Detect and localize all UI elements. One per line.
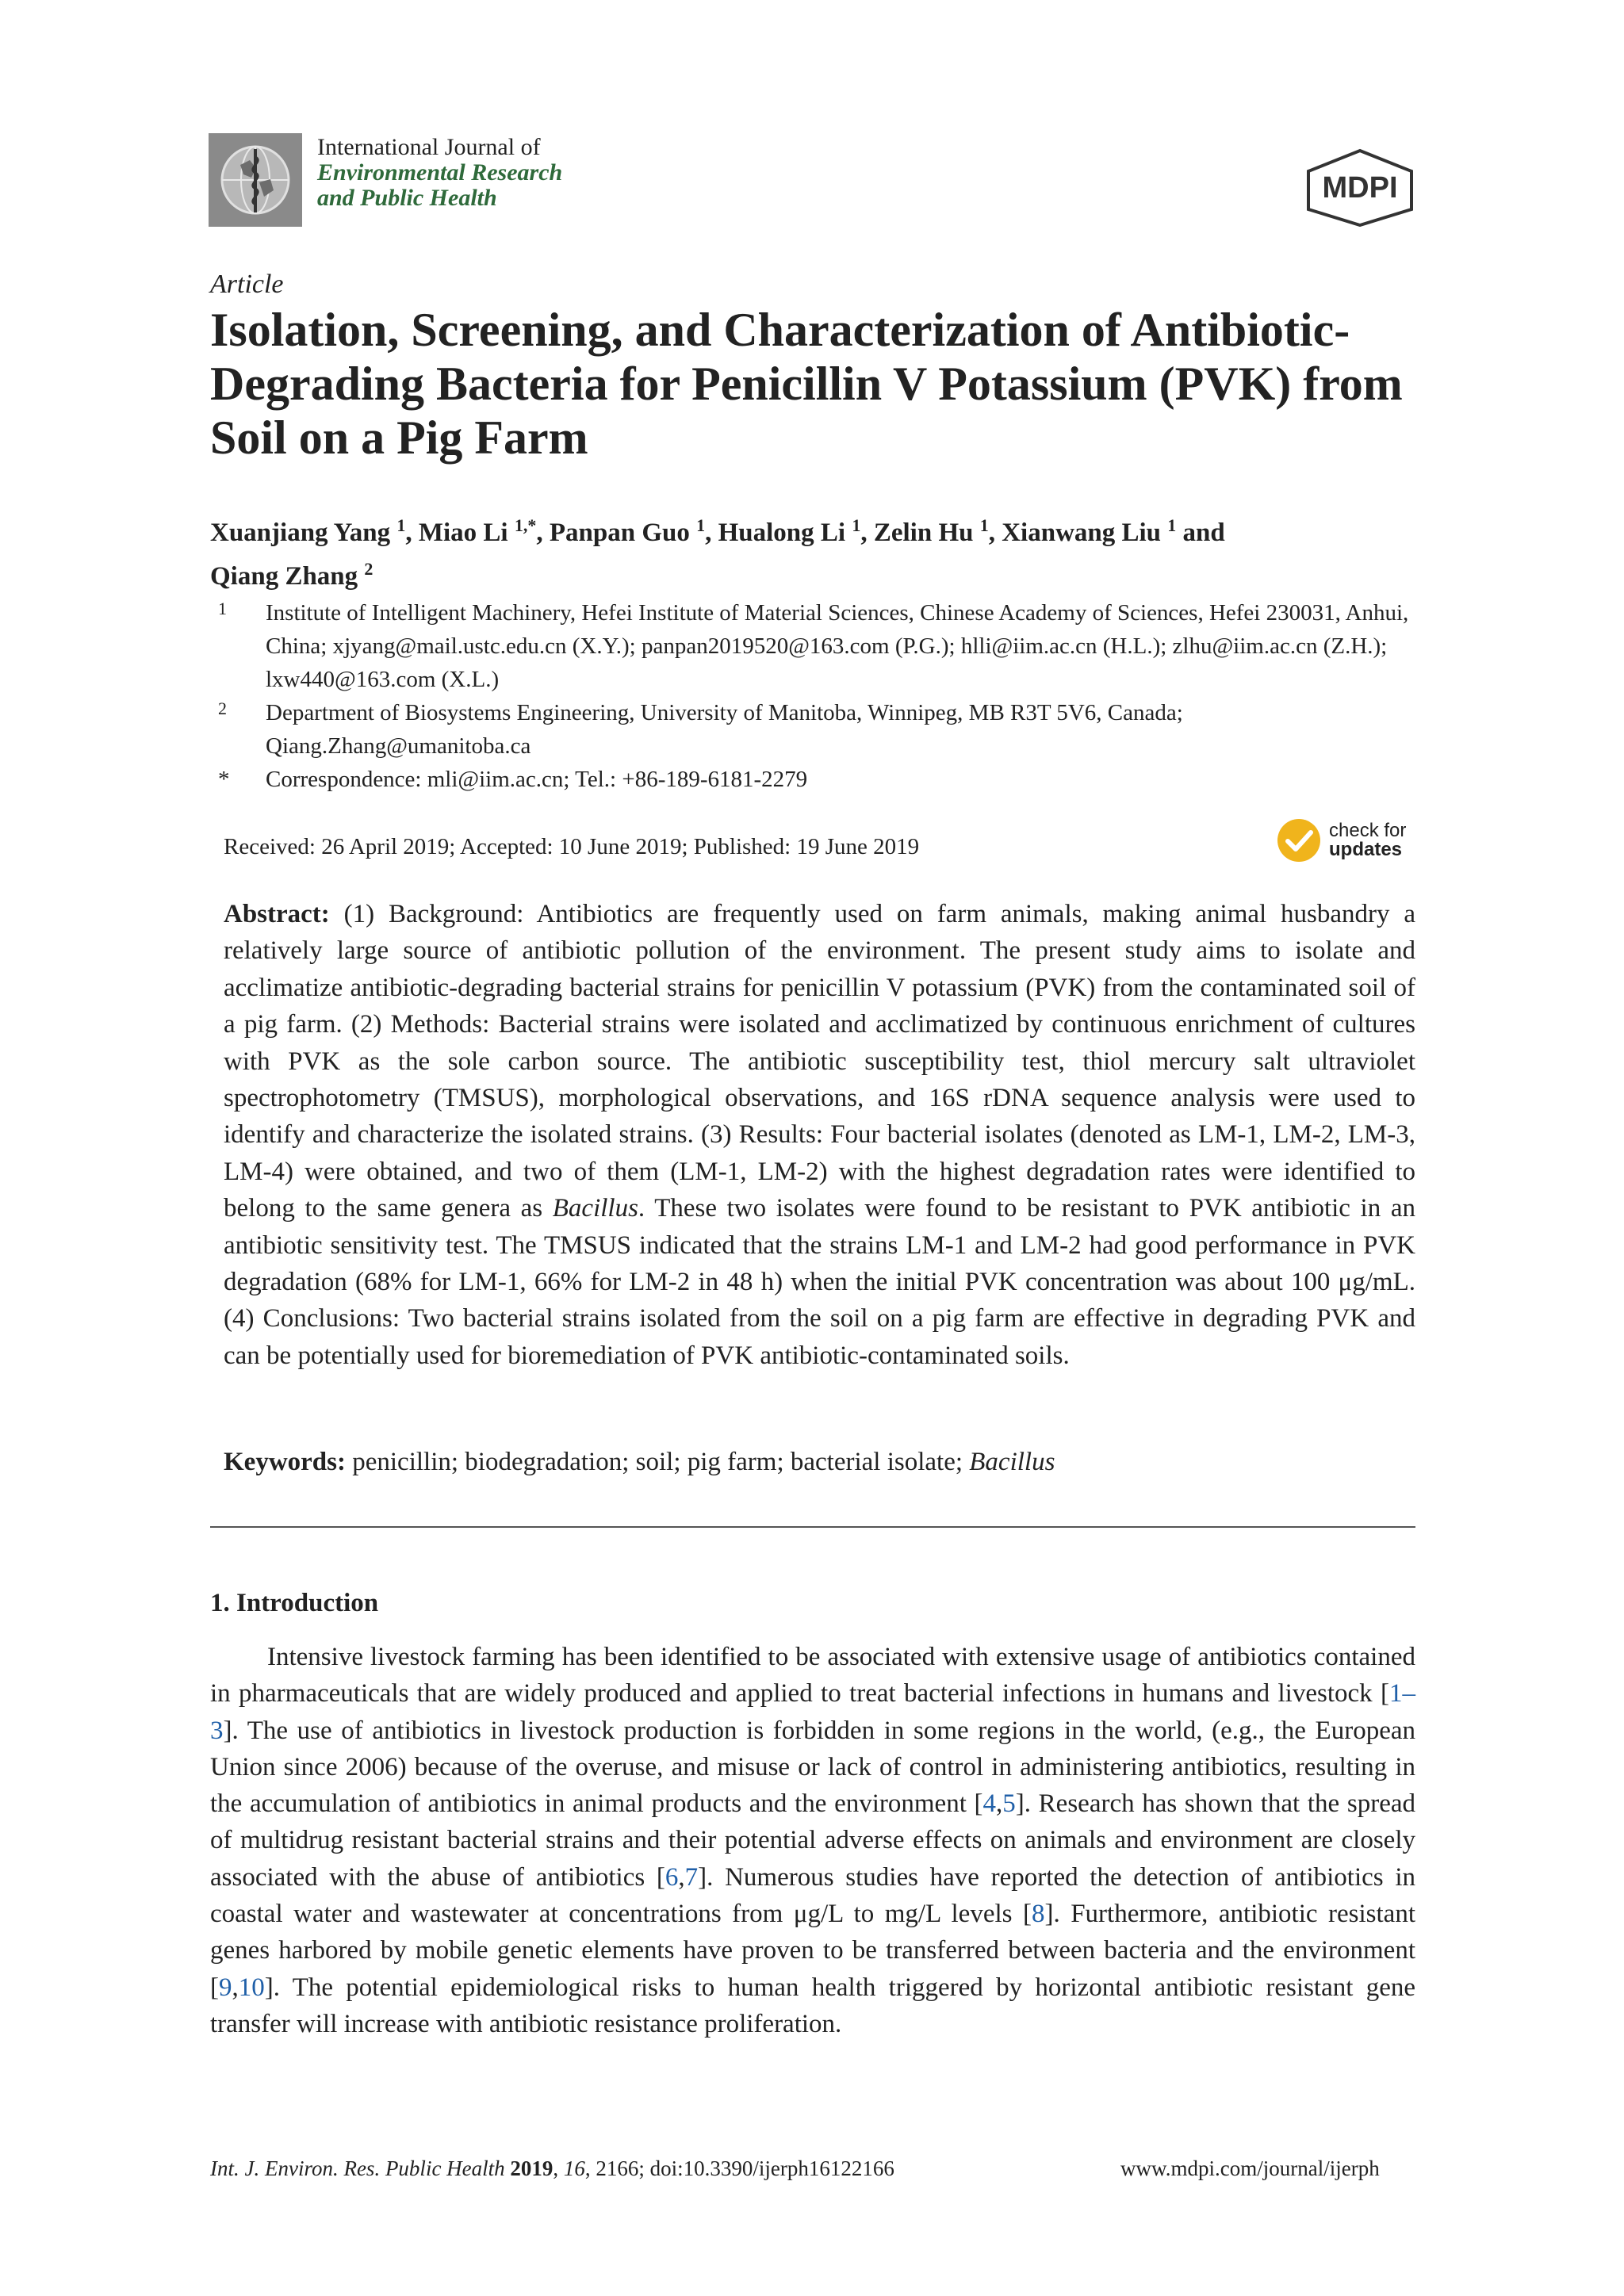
correspondence [218,763,1415,796]
keywords [224,1448,1415,1477]
intro-text: Intensive livestock farming has been identified to be associated with extensive usage of antibiotics contained in pharmaceuticals that are widely produced and applied to treat bacterial infections in humans and livestock [ [210,1643,1415,1709]
affiliation-mark: 1 [218,599,227,618]
author-affiliation-mark: 1,* [514,515,537,535]
footer-year: 2019 [510,2156,553,2180]
affiliation-text: Institute of Intelligent Machinery, Hefei Institute of Material Sciences, Chinese Academy of Sciences, Hefei 230031, Anhui, China; xjyang@mail.ustc.edu.cn (X.Y.); panpan2019520@163.com (P.G.); hlli@iim.ac.cn (H.L.); zlhu@iim.ac.cn (Z.H.); lxw440@163.com (X.L.) [266,600,1409,692]
footer-volume: 16 [563,2156,585,2180]
correspondence-text: Correspondence: mli@iim.ac.cn; Tel.: +86-189-6181-2279 [266,767,808,792]
journal-logo [209,133,302,227]
affiliation-mark: * [218,767,230,792]
citation-link[interactable]: 6 [665,1862,679,1892]
publication-dates: Received: 26 April 2019; Accepted: 10 June 2019; Published: 19 June 2019 [224,834,920,859]
check-icon [1275,817,1323,864]
author-affiliation-mark: 1 [979,515,989,535]
affiliation-text: Department of Biosystems Engineering, University of Manitoba, Winnipeg, MB R3T 5V6, Canada; Qiang.Zhang@umanitoba.ca [266,700,1183,759]
citation-link[interactable]: 9 [219,1973,232,2002]
author-list [210,507,1415,595]
check-for-updates-badge[interactable] [1275,817,1418,864]
keywords-text: penicillin; biodegradation; soil; pig farm; bacterial isolate; [345,1448,970,1476]
intro-text: ]. Research has shown that the spread of multidrug resistant bacterial strains and their potential adverse effects on animals and environment are closely associated with the abuse of antibiotics [ [210,1789,1415,1892]
footer-url[interactable]: www.mdpi.com/journal/ijerph [1120,2156,1380,2180]
author-affiliation-mark: 1 [1167,515,1177,535]
citation-link[interactable]: 8 [1031,1900,1045,1929]
affiliation-1 [218,596,1415,696]
page-title: Isolation, Screening, and Characterization of Antibiotic-Degrading Bacteria for Penicillin V Potassium (PVK) from Soil on a Pig Farm [210,304,1403,464]
affiliation-mark: 2 [218,698,227,718]
citation-link[interactable]: 10 [238,1973,265,2002]
citation-link[interactable]: 7 [684,1862,699,1892]
keywords-label: Keywords: [224,1448,346,1476]
keywords-last: Bacillus [969,1448,1055,1476]
footer-journal: Int. J. Environ. Res. Public Health [210,2156,505,2180]
globe-icon [209,133,302,227]
journal-name-line1: International Journal of [317,134,541,160]
introduction-paragraph: Intensive livestock farming has been identified to be associated with extensive usage of antibiotics contained in pharmaceuticals that are widely produced and applied to treat bacterial infections in humans and livestock [1–3]. The use of antibiotics in livestock production is forbidden in some regions in the world, (e.g., the European Union since 2006) because of the overuse, and misuse or lack of control in administering antibiotics, resulting in the accumulation of antibiotics in animal products and the environment [4,5]. Research has shown that the spread of multidrug resistant bacterial strains and their potential adverse effects on animals and environment are closely associated with the abuse of antibiotics [6,7]. Numerous studies have reported the detection of antibiotics in coastal water and wastewater at concentrations from μg/L to mg/L levels [8]. Furthermore, antibiotic resistant genes harbored by mobile genetic elements have proven to be transferred between bacteria and the environment [9,10]. The potential epidemiological risks to human health triggered by horizontal antibiotic resistant gene transfer will increase with antibiotic resistance proliferation. [210,1643,1415,2038]
citation-link[interactable]: 5 [1002,1789,1016,1819]
citation-link[interactable]: 1–3 [210,1679,1415,1745]
citation-link[interactable]: 4 [982,1789,997,1819]
journal-name-line2: Environmental Research [317,159,563,186]
check-label-line2: updates [1329,839,1403,860]
abstract-text-1: (1) Background: Antibiotics are frequently used on farm animals, making animal husbandry a relatively large source of antibiotic pollution of the environment. The present study aims to isolate and acclimatize antibiotic-degrading bacterial strains for penicillin V potassium (PVK) from the contaminated soil of a pig farm. (2) Methods: Bacterial strains were isolated and acclimatized by continuous enrichment of cultures with PVK as the sole carbon source. The antibiotic susceptibility test, thiol mercury salt ultraviolet spectrophotometry (TMSUS), morphological observations, and 16S rDNA sequence analysis were used to identify and characterize the isolated strains. (3) Results: Four bacterial isolates (denoted as LM-1, LM-2, LM-3, LM-4) were obtained, and two of them (LM-1, LM-2) with the highest degradation rates were identified to belong to the same genera as [224,900,1415,1223]
intro-text: ]. The potential epidemiological risks to human health triggered by horizontal antibiotic resistant gene transfer will increase with antibiotic resistance proliferation. [210,1973,1415,2038]
authors-line2: Qiang Zhang $^2$ [210,559,373,591]
journal-name [317,135,562,211]
author-affiliation-mark: 2 [364,559,373,579]
article-type: Article [210,270,284,299]
abstract-label: Abstract: [224,900,330,928]
intro-text: ]. Numerous studies have reported the detection of antibiotics in coastal water and wastewater at concentrations from μg/L to mg/L levels [ [210,1862,1415,1929]
author-affiliation-mark: 1 [696,515,706,535]
journal-name-line3: and Public Health [317,185,497,211]
intro-text: ]. The use of antibiotics in livestock production is forbidden in some regions in the world, (e.g., the European Union since 2006) because of the overuse, and misuse or lack of control in administering antibiotics, resulting in the accumulation of antibiotics in animal products and the environment [ [210,1716,1415,1819]
abstract-genus: Bacillus [552,1194,638,1223]
affiliations [218,596,1415,796]
section-heading: 1. Introduction [210,1589,379,1617]
check-label-line1: check for [1329,820,1407,841]
author-affiliation-mark: 1 [852,515,861,535]
mdpi-logo [1300,147,1419,227]
authors-line1: Xuanjiang Yang $^1$, Miao Li $^{1,*}$, Panpan Guo $^1$, Hualong Li $^1$, Zelin Hu $^1$, Xianwang Liu $^1$ and [210,515,1225,547]
footer-citation: Int. J. Environ. Res. Public Health 2019, 16, 2166; doi:10.3390/ijerph16122166 [210,2156,894,2180]
author-affiliation-mark: 1 [396,515,406,535]
publisher-name: MDPI [1322,171,1398,205]
abstract [224,896,1415,1374]
divider [210,1526,1415,1528]
intro-text: ]. Furthermore, antibiotic resistant genes harbored by mobile genetic elements have proven to be transferred between bacteria and the environment [ [210,1900,1415,2002]
affiliation-2 [218,696,1415,763]
abstract-text-2: . These two isolates were found to be resistant to PVK antibiotic in an antibiotic sensitivity test. The TMSUS indicated that the strains LM-1 and LM-2 had good performance in PVK degradation (68% for LM-1, 66% for LM-2 in 48 h) when the initial PVK concentration was about 100 μg/mL. (4) Conclusions: Two bacterial strains isolated from the soil on a pig farm are effective in degrading PVK and can be potentially used for bioremediation of PVK antibiotic-contaminated soils. [224,1194,1415,1370]
footer-doi: , 2166; doi:10.3390/ijerph16122166 [584,2156,894,2180]
